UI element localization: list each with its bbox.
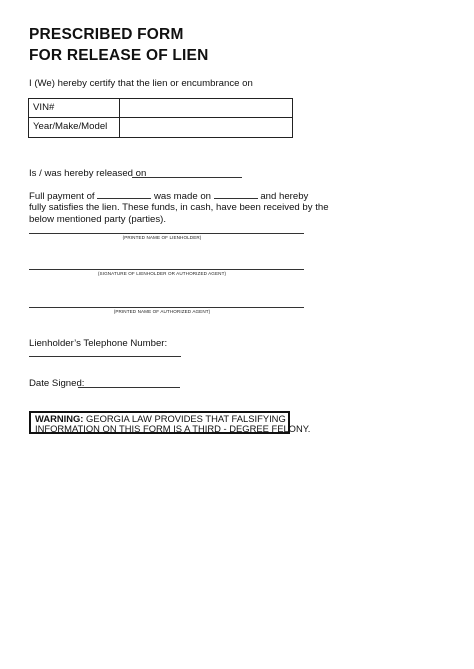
released-on-date-field[interactable] xyxy=(132,177,242,178)
telephone-label: Lienholder’s Telephone Number: xyxy=(29,338,168,349)
vehicle-info-table xyxy=(28,98,293,138)
date-signed-field[interactable] xyxy=(78,387,180,388)
payment-amount-field[interactable] xyxy=(97,190,151,199)
form-title-line-2: FOR RELEASE OF LIEN xyxy=(29,47,209,64)
certify-statement: I (We) hereby certify that the lien or encumbrance on xyxy=(29,78,253,89)
date-signed-label: Date Signed: xyxy=(29,378,85,389)
form-title-line-1: PRESCRIBED FORM xyxy=(29,26,184,43)
payment-paragraph-line-2: fully satisfies the lien. These funds, in cash, have been received by the xyxy=(29,202,329,213)
telephone-field[interactable] xyxy=(29,356,181,357)
signature-caption: (SIGNATURE OF LIENHOLDER OR AUTHORIZED AGENT) xyxy=(97,271,227,276)
vin-label: VIN# xyxy=(33,102,55,113)
printed-name-lienholder-caption: (PRINTED NAME OF LIENHOLDER) xyxy=(122,235,202,240)
warning-prefix: WARNING: xyxy=(35,413,84,424)
payment-paragraph-line-3: below mentioned party (parties). xyxy=(29,214,167,225)
signature-line[interactable] xyxy=(29,269,304,270)
printed-name-lienholder-line[interactable] xyxy=(29,233,304,234)
year-make-model-label: Year/Make/Model xyxy=(33,121,108,132)
payment-text-part-1: Full payment of xyxy=(29,191,95,202)
vin-field[interactable] xyxy=(120,99,292,117)
vin-row xyxy=(29,99,292,118)
year-make-model-row xyxy=(29,118,292,137)
payment-text-part-2: was made on xyxy=(153,191,211,202)
warning-box xyxy=(29,411,311,434)
printed-name-agent-caption: (PRINTED NAME OF AUTHORIZED AGENT) xyxy=(113,309,211,314)
year-make-model-field[interactable] xyxy=(120,118,292,137)
released-on-label: Is / was hereby released on xyxy=(29,168,147,179)
payment-date-field[interactable] xyxy=(214,190,258,199)
warning-line-1-text: GEORGIA LAW PROVIDES THAT FALSIFYING xyxy=(86,413,286,424)
payment-text-part-3: and hereby xyxy=(260,191,309,202)
printed-name-agent-line[interactable] xyxy=(29,307,304,308)
warning-line-2: INFORMATION ON THIS FORM IS A THIRD - DEGREE FELONY. xyxy=(35,423,311,434)
